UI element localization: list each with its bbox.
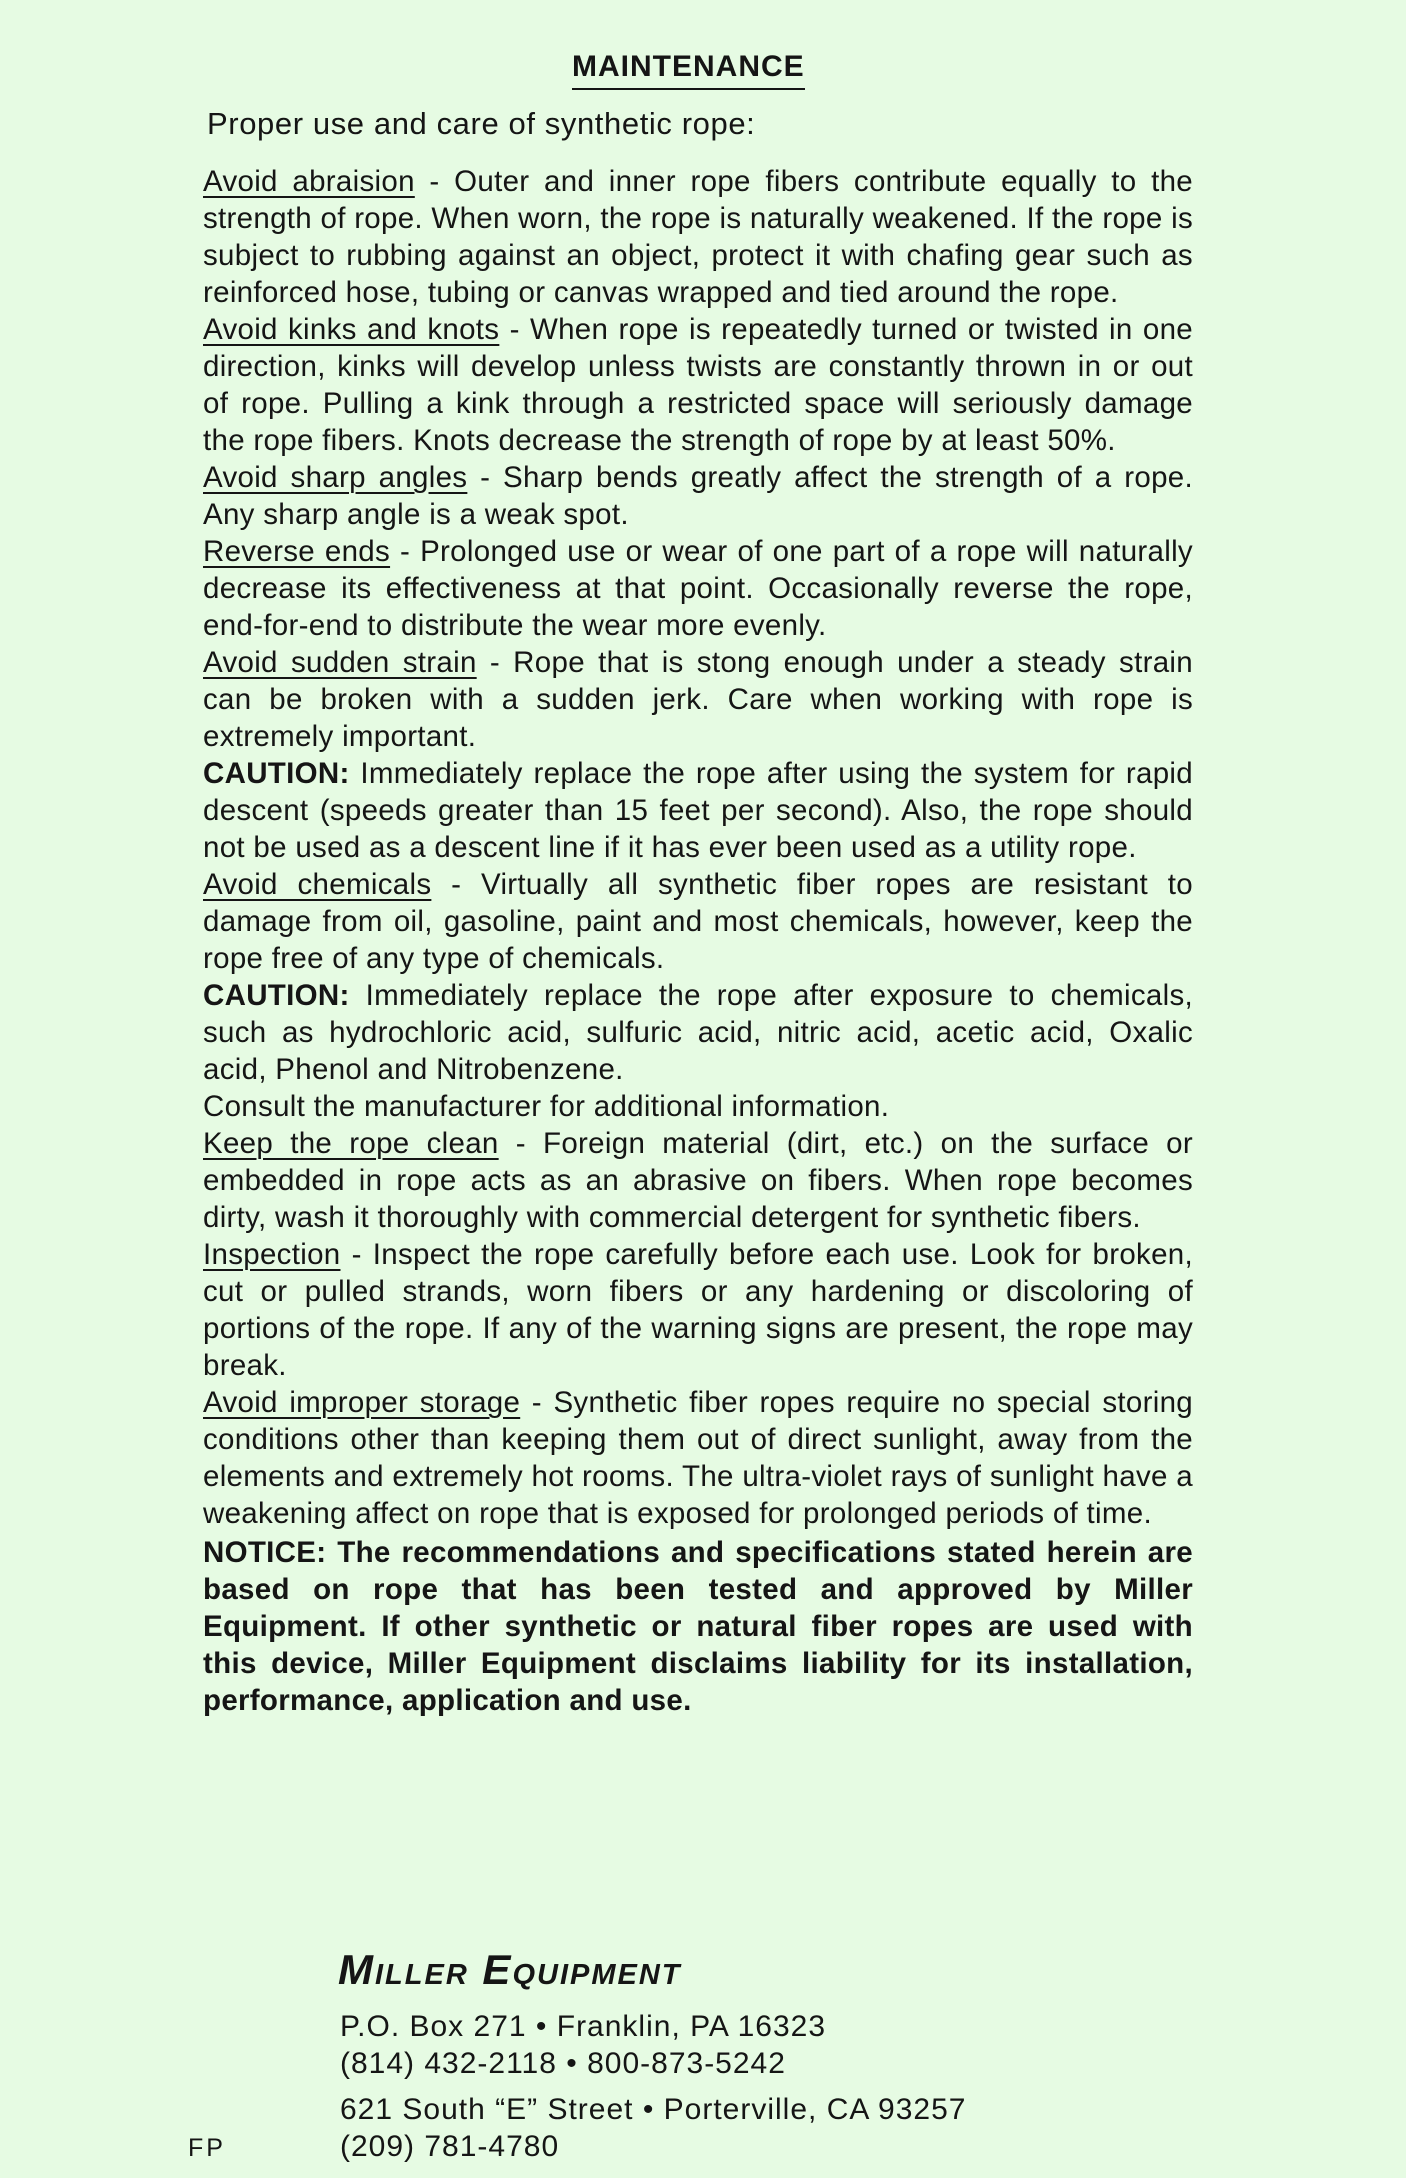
section-avoid-chemicals (203, 866, 1193, 977)
section-inspection (203, 1236, 1193, 1384)
section-reverse-ends (203, 533, 1193, 644)
footer-code: FP (188, 2134, 226, 2162)
section-text: - Sharp bends greatly affect the strength of a rope. Any sharp angle is a weak spot. (203, 461, 1194, 531)
caution-text: Immediately replace the rope after using the system for rapid descent (speeds greater than 15 feet per second). Also, the rope should not be used as a descent line if it has ever been used as a utility rope. (203, 757, 1193, 864)
section-text: - Inspect the rope carefully before each use. Look for broken, cut or pulled strands, worn fibers or any hardening or discoloring of portions of the rope. If any of the warning signs are present, the rope may break. (203, 1238, 1193, 1382)
section-text: - When rope is repeatedly turned or twisted in one direction, kinks will develop unless twists are constantly thrown in or out of rope. Pulling a kink through a restricted space will seriously damage the rope fibers. Knots decrease the strength of rope by at least 50%. (203, 313, 1193, 457)
section-heading: Keep the rope clean (203, 1127, 499, 1160)
caution-label: CAUTION: (203, 979, 350, 1012)
company-phone-porterville: (209) 781-4780 (340, 2130, 560, 2163)
section-heading: Avoid sudden strain (203, 646, 477, 679)
section-keep-clean (203, 1125, 1193, 1236)
section-heading: Reverse ends (203, 535, 391, 568)
section-avoid-improper-storage (203, 1384, 1193, 1532)
page-title: MAINTENANCE (572, 50, 805, 90)
company-name: Miller Equipment (338, 1946, 682, 1993)
notice-text: NOTICE: The recommendations and specifications stated herein are based on rope that has been tested and approved by Miller Equipment. If other synthetic or natural fiber ropes are used with this device, Miller Equipment disclaims liability for its installation, performance, application and use. (203, 1536, 1193, 1717)
section-heading: Inspection (203, 1238, 341, 1271)
section-text: - Virtually all synthetic fiber ropes are resistant to damage from oil, gasoline, paint and most chemicals, however, keep the rope free of any type of chemicals. (203, 868, 1193, 975)
caution-text: Immediately replace the rope after exposure to chemicals, such as hydrochloric acid, sulfuric acid, nitric acid, acetic acid, Oxalic acid, Phenol and Nitrobenzene. (203, 979, 1193, 1086)
section-text: - Prolonged use or wear of one part of a rope will naturally decrease its effectiveness at that point. Occasionally reverse the rope, end-for-end to distribute the wear more evenly. (203, 535, 1193, 642)
section-heading: Avoid abraision (203, 165, 415, 198)
caution-descent (203, 755, 1193, 866)
section-text: - Synthetic fiber ropes require no special storing conditions other than keeping them out of direct sunlight, away from the elements and extremely hot rooms. The ultra-violet rays of sunlight have a weakening affect on rope that is exposed for prolonged periods of time. (203, 1386, 1193, 1530)
caution-chemicals (203, 977, 1193, 1088)
section-text: - Foreign material (dirt, etc.) on the surface or embedded in rope acts as an abrasive on fibers. When rope becomes dirty, wash it thoroughly with commercial detergent for synthetic fibers. (203, 1127, 1194, 1234)
section-heading: Avoid sharp angles (203, 461, 468, 494)
section-heading: Avoid improper storage (203, 1386, 521, 1419)
intro-text: Proper use and care of synthetic rope: (207, 106, 756, 141)
section-text: - Rope that is stong enough under a steady strain can be broken with a sudden jerk. Care when working with rope is extremely important. (203, 646, 1193, 753)
company-address-porterville: 621 South “E” Street • Porterville, CA 93257 (340, 2093, 967, 2126)
consult-manufacturer: Consult the manufacturer for additional information. (203, 1090, 890, 1123)
caution-label: CAUTION: (203, 757, 350, 790)
company-phone-franklin: (814) 432-2118 • 800-873-5242 (340, 2047, 786, 2080)
company-address-franklin: P.O. Box 271 • Franklin, PA 16323 (340, 2010, 827, 2043)
section-text: - Outer and inner rope fibers contribute equally to the strength of rope. When worn, the rope is naturally weakened. If the rope is subject to rubbing against an object, protect it with chafing gear such as reinforced hose, tubing or canvas wrapped and tied around the rope. (203, 165, 1193, 309)
maintenance-body (203, 163, 1193, 1719)
section-avoid-sharp-angles (203, 459, 1193, 533)
section-heading: Avoid kinks and knots (203, 313, 500, 346)
section-avoid-kinks (203, 311, 1193, 459)
section-avoid-sudden-strain (203, 644, 1193, 755)
section-avoid-abrasion (203, 163, 1193, 311)
section-heading: Avoid chemicals (203, 868, 432, 901)
